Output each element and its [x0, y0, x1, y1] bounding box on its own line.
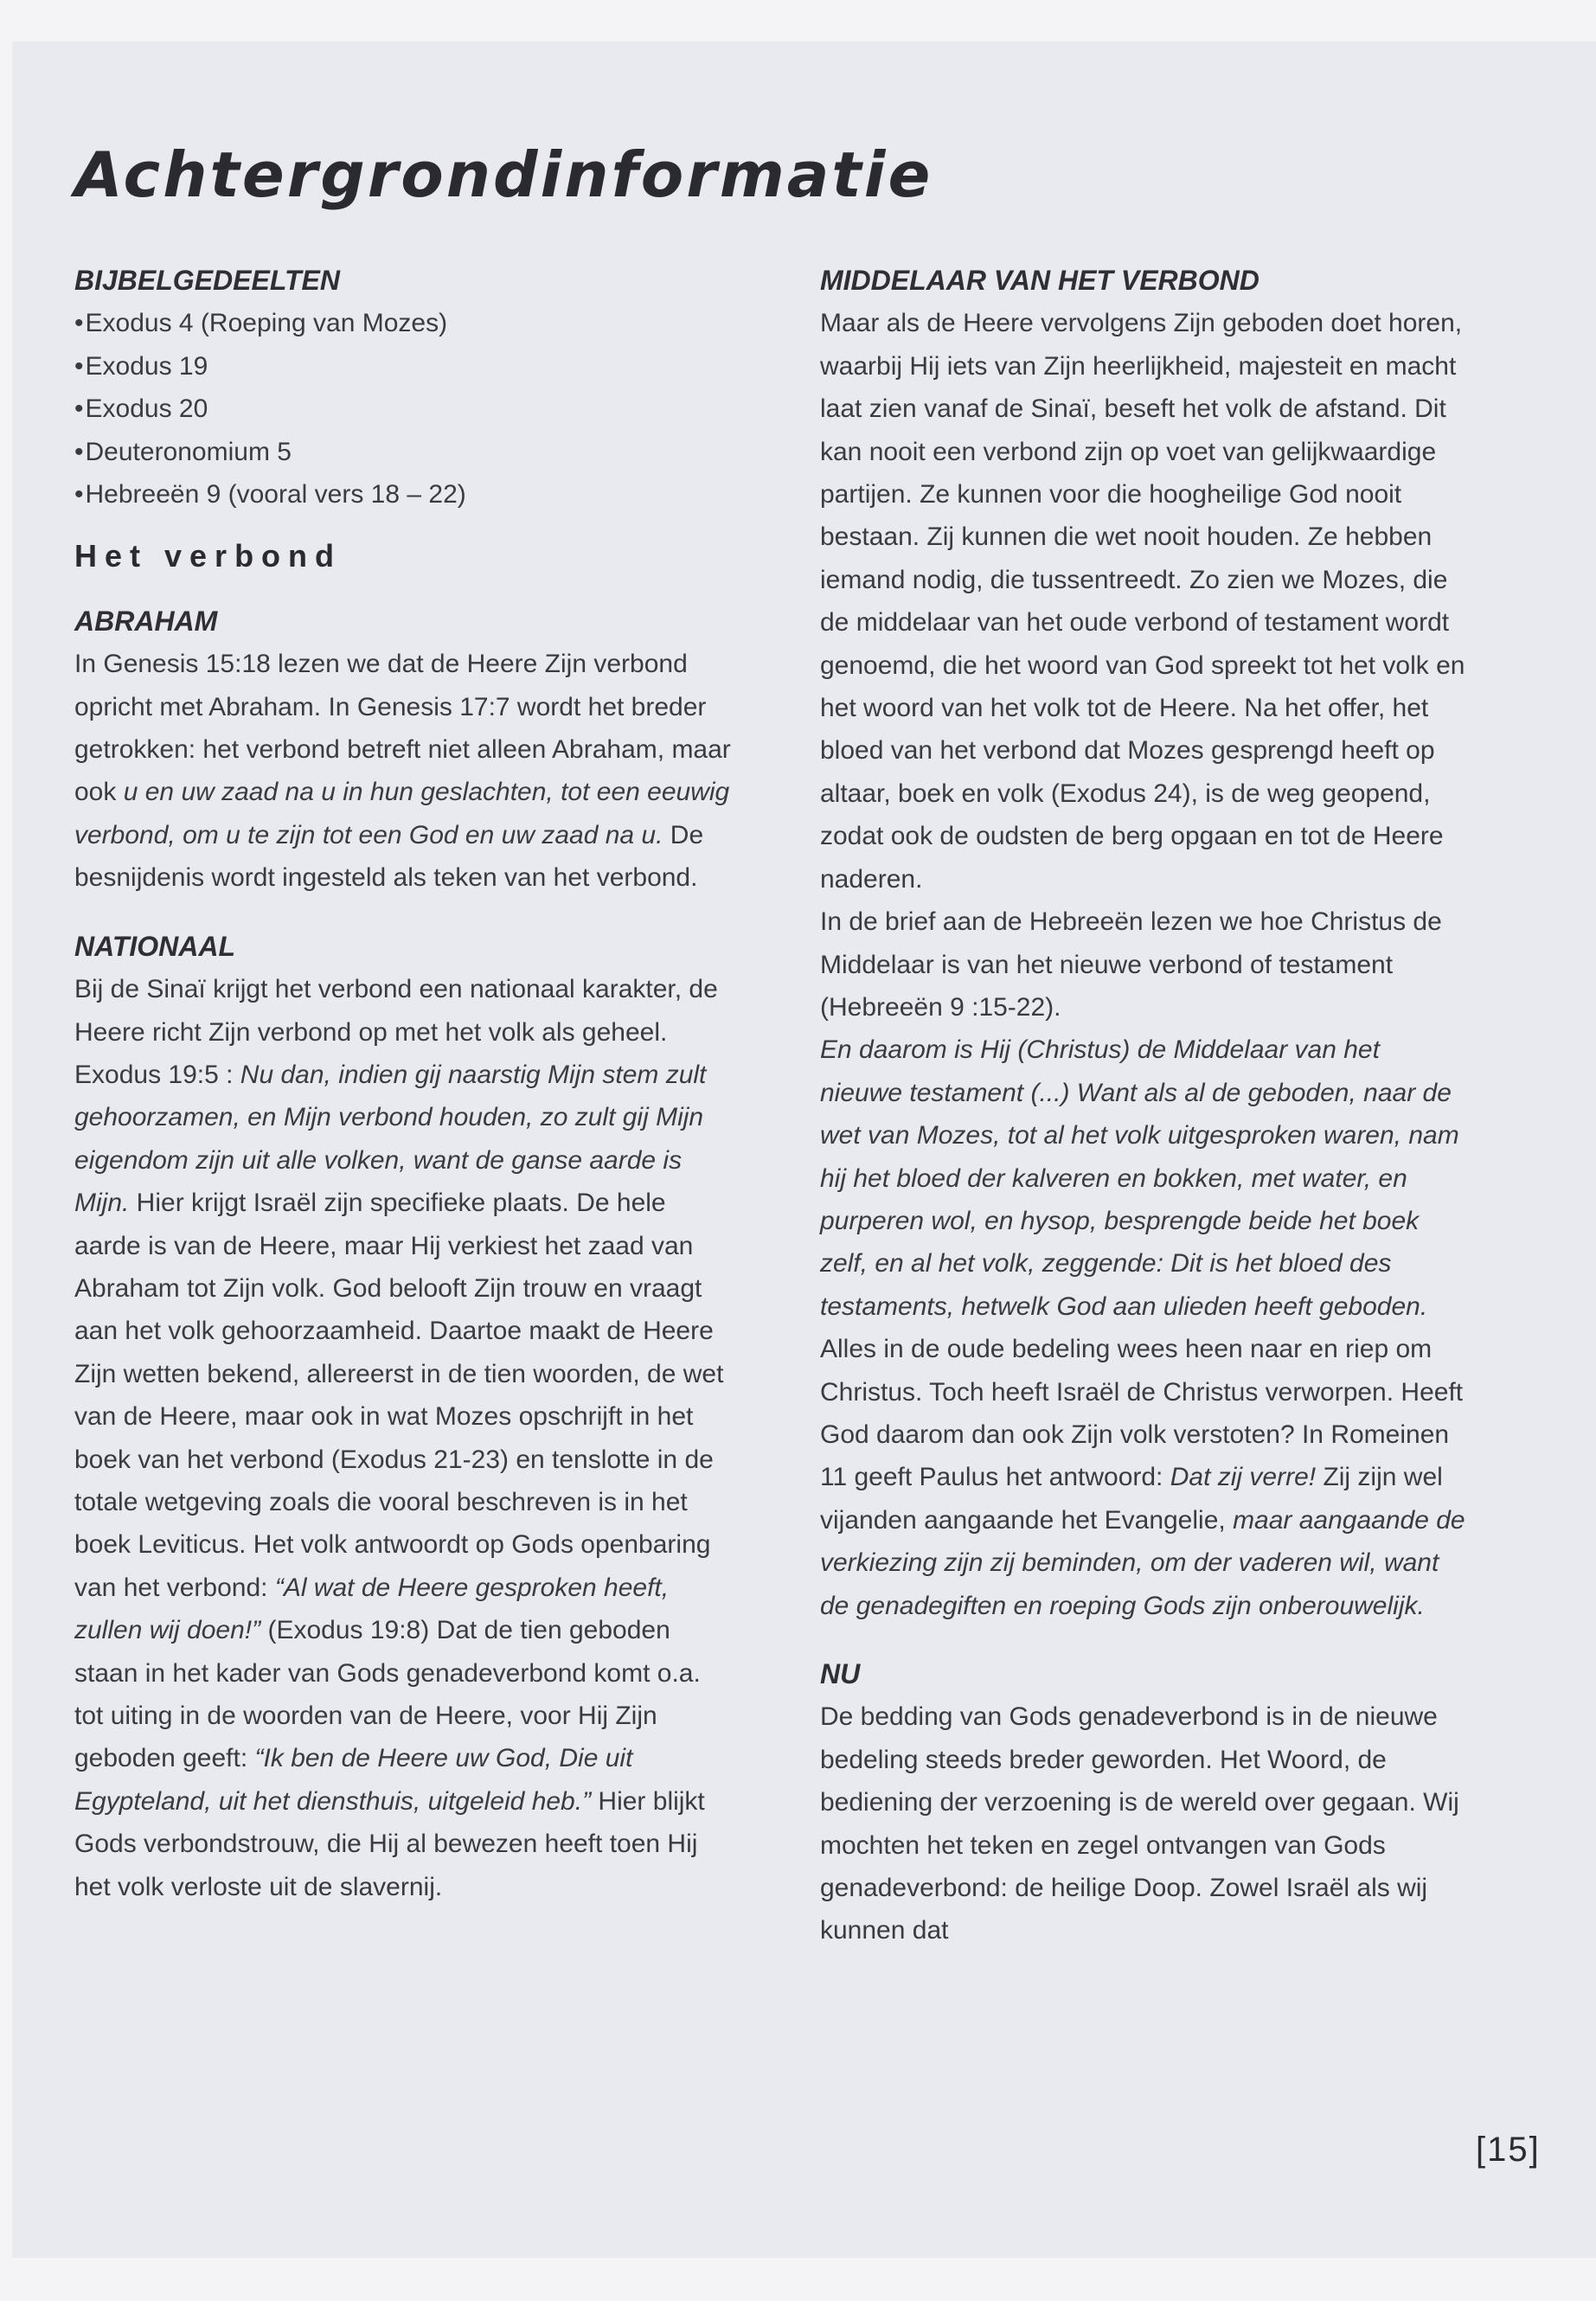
middelaar-paragraph-3 [820, 1328, 1469, 1627]
text-span: Bij de Sinaï krijgt het verbond een nationaal karakter, de Heere richt Zijn verbond op met het volk als geheel. Exodus 19:5 : [74, 975, 718, 1089]
abraham-paragraph [74, 643, 732, 899]
quote-span: “Ik ben de Heere uw God, Die uit Egypteland, uit het diensthuis, uitgeleid heb.” [74, 1744, 633, 1816]
page-title: Achtergrondinformatie [74, 138, 933, 211]
text-span: Zij zijn wel vijanden aangaande het Evangelie, [820, 1463, 1443, 1535]
quote-span: Nu dan, indien gij naarstig Mijn stem zult gehoorzamen, en Mijn verbond houden, zo zult gij Mijn eigendom zijn uit alle volken, want de ganse aarde is Mijn. [74, 1060, 707, 1218]
list-item: • Exodus 4 (Roeping van Mozes) [74, 302, 732, 344]
middelaar-paragraph-1: Maar als de Heere vervolgens Zijn geboden doet horen, waarbij Hij iets van Zijn heerlijkheid, majesteit en macht laat zien vanaf de Sinaï, beseft het volk de afstand. Dit kan nooit een verbond zijn op voet van gelijkwaardige partijen. Ze kunnen voor die hoogheilige God nooit bestaan. Zij kunnen die wet nooit houden. Ze hebben iemand nodig, die tussentreedt. Zo zien we Mozes, die de middelaar van het oude verbond of testament wordt genoemd, die het woord van God spreekt tot het volk en het woord van het volk tot de Heere. Na het offer, het bloed van het verbond dat Mozes gesprengd heeft op altaar, boek en volk (Exodus 24), is de weg geopend, zodat ook de oudsten de berg opgaan en tot de Heere naderen. [820, 309, 1465, 894]
abraham-heading: ABRAHAM [74, 605, 218, 637]
nationaal-paragraph [74, 968, 732, 1908]
page-number: [15] [1476, 2131, 1541, 2169]
quote-span: maar aangaande de verkiezing zijn zij beminden, om der vaderen wil, want de genadegiften en roeping Gods zijn onberouwelijk. [820, 1505, 1465, 1620]
list-item: • Exodus 20 [74, 388, 732, 430]
text-span: Hier krijgt Israël zijn specifieke plaats. De hele aarde is van de Heere, maar Hij verkiest het zaad van Abraham tot Zijn volk. God belooft Zijn trouw en vraagt aan het volk gehoorzaamheid. Daartoe maakt de Heere Zijn wetten bekend, allereerst in de tien woorden, de wet van de Heere, maar ook in wat Mozes opschrijft in het boek van het verbond (Exodus 21-23) en tenslotte in de totale wetgeving zoals die vooral beschreven is in het boek Leviticus. Het volk antwoordt op Gods openbaring van het verbond: [74, 1189, 724, 1602]
text-span: In Genesis 15:18 lezen we dat de Heere Zijn verbond opricht met Abraham. In Genesis 17:7 wordt het breder getrokken: het verbond betreft niet alleen Abraham, maar ook [74, 650, 731, 807]
nationaal-heading: NATIONAAL [74, 930, 236, 962]
quote-span: u en uw zaad na u in hun geslachten, tot een eeuwig verbond, om u te zijn tot een God en uw zaad na u. [74, 778, 730, 849]
list-item: • Deuteronomium 5 [74, 431, 732, 473]
right-column [820, 260, 1469, 1952]
bijbelgedeelten-heading: BIJBELGEDEELTEN [74, 265, 340, 296]
quote-span: Dat zij verre! [1170, 1463, 1317, 1492]
section-title-verbond: Het verbond [74, 538, 343, 574]
text-span: De besnijdenis wordt ingesteld als teken van het verbond. [74, 820, 704, 893]
nu-paragraph: De bedding van Gods genadeverbond is in de nieuwe bedeling steeds breder geworden. Het Woord, de bediening der verzoening is de wereld over gegaan. Wij mochten het teken en zegel ontvangen van Gods genadeverbond: de heilige Doop. Zowel Israël als wij kunnen dat [820, 1702, 1459, 1945]
list-item: • Exodus 19 [74, 345, 732, 388]
list-item: • Hebreeën 9 (vooral vers 18 – 22) [74, 473, 732, 516]
quote-span: “Al wat de Heere gesproken heeft, zullen wij doen!” [74, 1573, 670, 1645]
text-span: Hier blijkt Gods verbondstrouw, die Hij al bewezen heeft toen Hij het volk verloste uit de slavernij. [74, 1786, 705, 1901]
quote-span: En daarom is Hij (Christus) de Middelaar van het nieuwe testament (...) Want als al de geboden, naar de wet van Mozes, tot al het volk uitgesproken waren, nam hij het bloed der kalveren en bokken, met water, en purperen wol, en hysop, besprengde beide het boek zelf, en al het volk, zeggende: Dit is het bloed des testaments, hetwelk God aan ulieden heeft geboden. [820, 1035, 1459, 1321]
middelaar-quote [820, 1029, 1469, 1328]
middelaar-paragraph-2: In de brief aan de Hebreeën lezen we hoe Christus de Middelaar is van het nieuwe verbond of testament (Hebreeën 9 :15-22). [820, 907, 1442, 1022]
text-span: (Exodus 19:8) Dat de tien geboden staan in het kader van Gods genadeverbond komt o.a. tot uiting in de woorden van de Heere, voor Hij Zijn geboden geeft: [74, 1616, 701, 1773]
middelaar-heading: MIDDELAAR VAN HET VERBOND [820, 265, 1259, 296]
bijbelgedeelten-list [74, 302, 732, 516]
nu-heading: NU [820, 1658, 861, 1689]
text-span: Alles in de oude bedeling wees heen naar en riep om Christus. Toch heeft Israël de Christus verworpen. Heeft God daarom dan ook Zijn volk verstoten? In Romeinen 11 geeft Paulus het antwoord: [820, 1335, 1464, 1492]
left-column [74, 260, 732, 1908]
